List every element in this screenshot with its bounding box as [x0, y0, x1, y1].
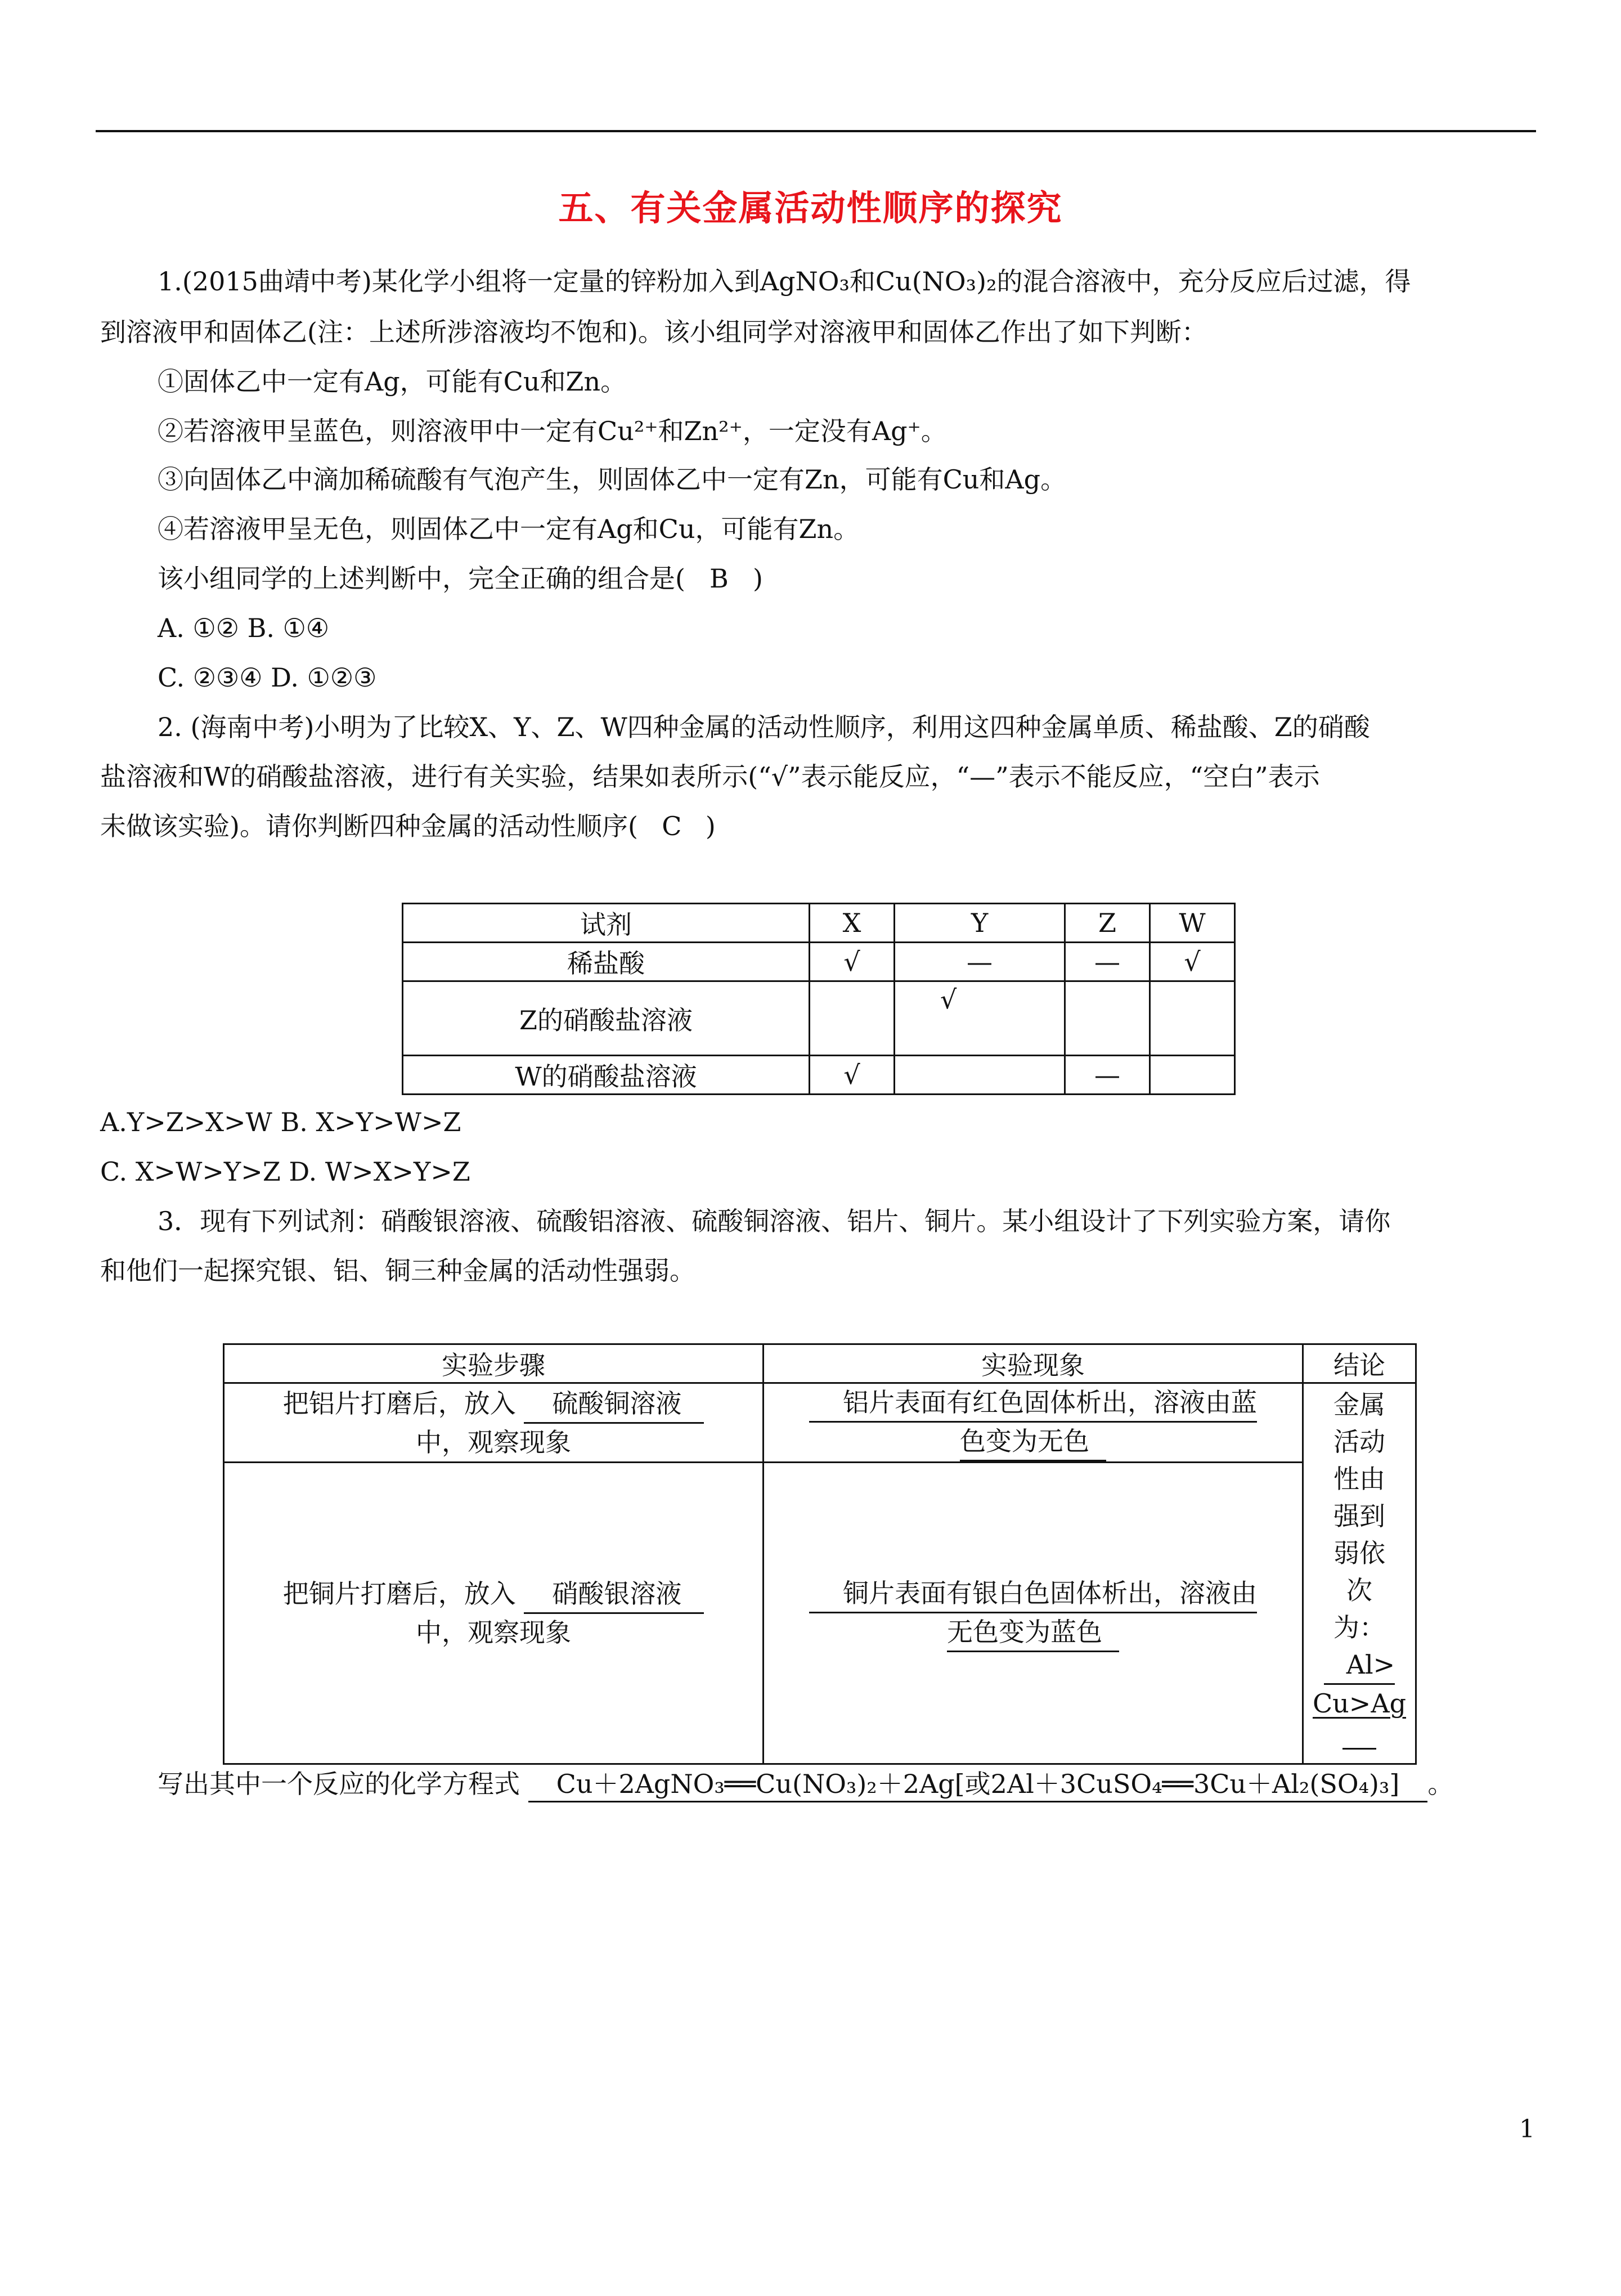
- q2-row2-y: √: [895, 981, 1065, 1056]
- q2-row1-reagent: 稀盐酸: [403, 943, 810, 981]
- q3-conclusion-blank-tail: [1342, 1725, 1376, 1750]
- q3-equation-answer: Cu＋2AgNO₃══Cu(NO₃)₂＋2Ag[或2Al＋3CuSO₄══3Cu＋Al₂(SO₄)₃]: [528, 1767, 1428, 1802]
- q2-row1-y: —: [895, 943, 1065, 981]
- q3-table-header-row: [224, 1344, 1416, 1383]
- q1-line-1: 1.(2015曲靖中考)某化学小组将一定量的锌粉加入到AgNO₃和Cu(NO₃)₂的混合溶液中，充分反应后过滤，得: [158, 266, 1411, 297]
- page-title: 五、有关金属活动性顺序的探究: [558, 187, 1063, 228]
- q2-answer: C: [662, 811, 682, 841]
- q3-row2-phenomenon: [764, 1463, 1303, 1764]
- q3-conclusion-line: 为：: [1333, 1612, 1385, 1643]
- q2-row3-w: [1150, 1056, 1235, 1095]
- q3-row2-step: [224, 1463, 764, 1764]
- q2-header-w: W: [1150, 904, 1235, 943]
- q3-conclusion-line: 弱依: [1333, 1538, 1385, 1568]
- q3-conclusion-line: 性由: [1333, 1464, 1385, 1494]
- q2-options-ab: A.Y>Z>X>W B. X>Y>W>Z: [100, 1107, 461, 1137]
- q2-header-z: Z: [1065, 904, 1150, 943]
- q3-row2-phen-line1: 铜片表面有银白色固体析出，溶液由: [809, 1575, 1257, 1613]
- q1-question-end: ): [752, 563, 763, 594]
- q1-question-text: 该小组同学的上述判断中，完全正确的组合是(: [158, 563, 685, 594]
- q2-row2-x: [810, 981, 895, 1056]
- table-row: [224, 1463, 1416, 1764]
- q3-conclusion-line: 强到: [1333, 1501, 1385, 1531]
- q2-reaction-table: [402, 903, 1236, 1095]
- q3-row1-step-end: 中，观察现象: [416, 1427, 571, 1458]
- q3-conclusion-line: 金属: [1333, 1389, 1385, 1420]
- q2-row1-x: √: [810, 943, 895, 981]
- q2-row3-reagent: W的硝酸盐溶液: [403, 1056, 810, 1095]
- q3-conclusion-answer-2: Cu>Ag: [1312, 1688, 1407, 1719]
- q1-statement-4: ④若溶液甲呈无色，则固体乙中一定有Ag和Cu，可能有Zn。: [158, 514, 860, 544]
- q3-row2-step-text: 把铜片打磨后，放入: [282, 1578, 516, 1609]
- q1-statement-3: ③向固体乙中滴加稀硫酸有气泡产生，则固体乙中一定有Zn，可能有Cu和Ag。: [158, 464, 1067, 495]
- q3-conclusion: [1303, 1383, 1416, 1764]
- q1-options-ab: A. ①② B. ①④: [158, 613, 330, 643]
- q3-equation-end: 。: [1427, 1769, 1454, 1799]
- q3-row2-step-answer: 硝酸银溶液: [524, 1575, 704, 1614]
- q3-header-conclusion: 结论: [1303, 1344, 1416, 1383]
- q2-row3-y: [895, 1056, 1065, 1095]
- table-row: [403, 981, 1235, 1056]
- q2-row2-w: [1150, 981, 1235, 1056]
- q1-line-2: 到溶液甲和固体乙(注：上述所涉溶液均不饱和)。该小组同学对溶液甲和固体乙作出了如下判断：: [100, 317, 1207, 347]
- q2-row3-z: —: [1065, 1056, 1150, 1095]
- page-number: 1: [1519, 2115, 1535, 2143]
- q1-options-cd: C. ②③④ D. ①②③: [158, 662, 377, 693]
- q3-line-1: 3．现有下列试剂：硝酸银溶液、硫酸铝溶液、硫酸铜溶液、铝片、铜片。某小组设计了下列实验方案，请你: [158, 1206, 1391, 1236]
- q2-options-cd: C. X>W>Y>Z D. W>X>Y>Z: [100, 1156, 470, 1187]
- q2-header-reagent: 试剂: [403, 904, 810, 943]
- q3-equation-label: 写出其中一个反应的化学方程式: [158, 1769, 520, 1799]
- table-row: [224, 1383, 1416, 1463]
- q1-statement-1: ①固体乙中一定有Ag，可能有Cu和Zn。: [158, 366, 627, 397]
- table-row: [403, 1056, 1235, 1095]
- q2-row3-x: √: [810, 1056, 895, 1095]
- q2-header-y: Y: [895, 904, 1065, 943]
- q3-conclusion-line: 次: [1346, 1575, 1372, 1606]
- q3-row2-step-end: 中，观察现象: [416, 1617, 571, 1648]
- q2-question-end: ): [705, 811, 716, 841]
- q2-header-x: X: [810, 904, 895, 943]
- q3-conclusion-answer-1: Al>: [1324, 1646, 1395, 1685]
- q3-row1-phen-line2: 色变为无色: [960, 1423, 1106, 1461]
- q3-equation-line: [158, 1767, 1453, 1802]
- q1-answer: B: [710, 563, 729, 594]
- q3-row1-step-text: 把铝片打磨后，放入: [282, 1388, 516, 1419]
- q1-question: [158, 562, 763, 595]
- q2-line-3: [100, 809, 716, 843]
- q3-row1-step-answer: 硫酸铜溶液: [524, 1385, 704, 1424]
- q3-row1-phenomenon: [764, 1383, 1303, 1463]
- q3-header-phenomena: 实验现象: [764, 1344, 1303, 1383]
- q2-line-2: 盐溶液和W的硝酸盐溶液，进行有关实验，结果如表所示(“√”表示能反应，“—”表示不能反应，“空白”表示: [100, 761, 1320, 792]
- q2-line-1: 2. (海南中考)小明为了比较X、Y、Z、W四种金属的活动性顺序，利用这四种金属单质、稀盐酸、Z的硝酸: [158, 712, 1370, 742]
- q3-experiment-table: [223, 1343, 1417, 1765]
- q1-statement-2: ②若溶液甲呈蓝色，则溶液甲中一定有Cu²⁺和Zn²⁺，一定没有Ag⁺。: [158, 416, 947, 446]
- q2-row2-z: [1065, 981, 1150, 1056]
- q2-table-header-row: [403, 904, 1235, 943]
- q3-row1-step: [224, 1383, 764, 1463]
- q2-row1-z: —: [1065, 943, 1150, 981]
- q3-conclusion-line: 活动: [1333, 1427, 1385, 1457]
- q3-header-steps: 实验步骤: [224, 1344, 764, 1383]
- header-rule: [96, 130, 1536, 132]
- q3-row1-phen-line1: 铝片表面有红色固体析出，溶液由蓝: [809, 1384, 1257, 1423]
- q2-row2-reagent: Z的硝酸盐溶液: [403, 981, 810, 1056]
- q2-question-text: 未做该实验)。请你判断四种金属的活动性顺序(: [100, 811, 638, 841]
- table-row: [403, 943, 1235, 981]
- q2-row1-w: √: [1150, 943, 1235, 981]
- q3-line-2: 和他们一起探究银、铝、铜三种金属的活动性强弱。: [100, 1255, 695, 1286]
- q3-row2-phen-line2: 无色变为蓝色: [947, 1613, 1119, 1652]
